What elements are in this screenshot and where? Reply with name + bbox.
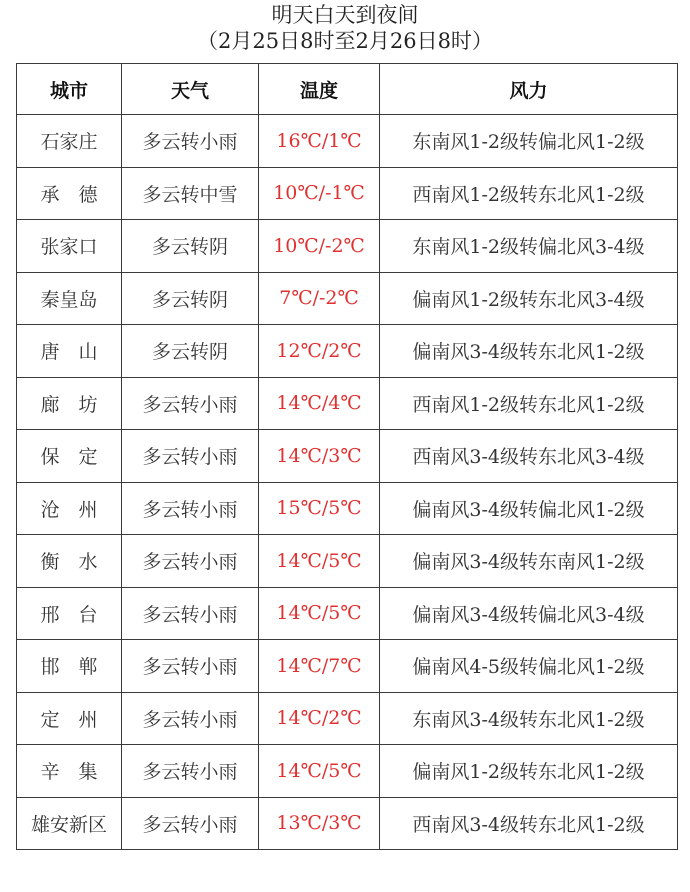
wind-cell: 偏南风1-2级转东北风1-2级 xyxy=(380,745,678,798)
weather-cell: 多云转小雨 xyxy=(122,482,259,535)
header-wind: 风力 xyxy=(380,64,678,115)
header-city: 城市 xyxy=(17,64,122,115)
header-weather: 天气 xyxy=(122,64,259,115)
city-cell: 邯 郸 xyxy=(17,640,122,693)
table-row xyxy=(17,535,678,588)
temperature-cell: 14℃/5℃ xyxy=(259,745,380,798)
weather-cell: 多云转小雨 xyxy=(122,797,259,850)
city-cell: 石家庄 xyxy=(17,115,122,168)
forecast-title xyxy=(0,2,690,54)
weather-cell: 多云转小雨 xyxy=(122,745,259,798)
wind-cell: 偏南风3-4级转偏北风1-2级 xyxy=(380,482,678,535)
wind-cell: 偏南风3-4级转东南风1-2级 xyxy=(380,535,678,588)
table-body xyxy=(17,115,678,850)
forecast-table xyxy=(16,63,678,850)
city-cell: 衡 水 xyxy=(17,535,122,588)
city-cell: 保 定 xyxy=(17,430,122,483)
weather-cell: 多云转小雨 xyxy=(122,692,259,745)
city-cell: 沧 州 xyxy=(17,482,122,535)
temperature-cell: 14℃/2℃ xyxy=(259,692,380,745)
temperature-cell: 15℃/5℃ xyxy=(259,482,380,535)
table-row xyxy=(17,797,678,850)
table-row xyxy=(17,692,678,745)
weather-cell: 多云转小雨 xyxy=(122,430,259,483)
table-row xyxy=(17,220,678,273)
header-row xyxy=(17,64,678,115)
table-row xyxy=(17,325,678,378)
wind-cell: 偏南风3-4级转东北风1-2级 xyxy=(380,325,678,378)
table-row xyxy=(17,167,678,220)
city-cell: 廊 坊 xyxy=(17,377,122,430)
weather-cell: 多云转小雨 xyxy=(122,377,259,430)
table-row xyxy=(17,272,678,325)
temperature-cell: 14℃/4℃ xyxy=(259,377,380,430)
temperature-cell: 14℃/7℃ xyxy=(259,640,380,693)
weather-cell: 多云转中雪 xyxy=(122,167,259,220)
table-row xyxy=(17,587,678,640)
wind-cell: 西南风3-4级转东北风1-2级 xyxy=(380,797,678,850)
weather-cell: 多云转小雨 xyxy=(122,640,259,693)
temperature-cell: 13℃/3℃ xyxy=(259,797,380,850)
weather-cell: 多云转小雨 xyxy=(122,115,259,168)
temperature-cell: 14℃/3℃ xyxy=(259,430,380,483)
header-temperature: 温度 xyxy=(259,64,380,115)
title-line-2: （2月25日8时至2月26日8时） xyxy=(197,29,493,53)
title-line-1: 明天白天到夜间 xyxy=(271,3,419,27)
temperature-cell: 14℃/5℃ xyxy=(259,535,380,588)
wind-cell: 偏南风4-5级转偏北风1-2级 xyxy=(380,640,678,693)
weather-cell: 多云转小雨 xyxy=(122,535,259,588)
wind-cell: 西南风3-4级转东北风3-4级 xyxy=(380,430,678,483)
table-row xyxy=(17,745,678,798)
city-cell: 辛 集 xyxy=(17,745,122,798)
city-cell: 定 州 xyxy=(17,692,122,745)
table-row xyxy=(17,482,678,535)
city-cell: 承 德 xyxy=(17,167,122,220)
wind-cell: 偏南风3-4级转偏北风3-4级 xyxy=(380,587,678,640)
weather-cell: 多云转小雨 xyxy=(122,587,259,640)
weather-cell: 多云转阴 xyxy=(122,272,259,325)
wind-cell: 东南风1-2级转偏北风3-4级 xyxy=(380,220,678,273)
city-cell: 雄安新区 xyxy=(17,797,122,850)
temperature-cell: 14℃/5℃ xyxy=(259,587,380,640)
city-cell: 邢 台 xyxy=(17,587,122,640)
wind-cell: 西南风1-2级转东北风1-2级 xyxy=(380,167,678,220)
city-cell: 秦皇岛 xyxy=(17,272,122,325)
wind-cell: 东南风3-4级转东北风1-2级 xyxy=(380,692,678,745)
weather-cell: 多云转阴 xyxy=(122,220,259,273)
wind-cell: 西南风1-2级转东北风1-2级 xyxy=(380,377,678,430)
temperature-cell: 10℃/-2℃ xyxy=(259,220,380,273)
wind-cell: 偏南风1-2级转东北风3-4级 xyxy=(380,272,678,325)
temperature-cell: 16℃/1℃ xyxy=(259,115,380,168)
table-header xyxy=(17,64,678,115)
table-row xyxy=(17,115,678,168)
temperature-cell: 7℃/-2℃ xyxy=(259,272,380,325)
temperature-cell: 10℃/-1℃ xyxy=(259,167,380,220)
weather-cell: 多云转阴 xyxy=(122,325,259,378)
table-row xyxy=(17,430,678,483)
temperature-cell: 12℃/2℃ xyxy=(259,325,380,378)
city-cell: 张家口 xyxy=(17,220,122,273)
city-cell: 唐 山 xyxy=(17,325,122,378)
wind-cell: 东南风1-2级转偏北风1-2级 xyxy=(380,115,678,168)
table-row xyxy=(17,377,678,430)
table-row xyxy=(17,640,678,693)
